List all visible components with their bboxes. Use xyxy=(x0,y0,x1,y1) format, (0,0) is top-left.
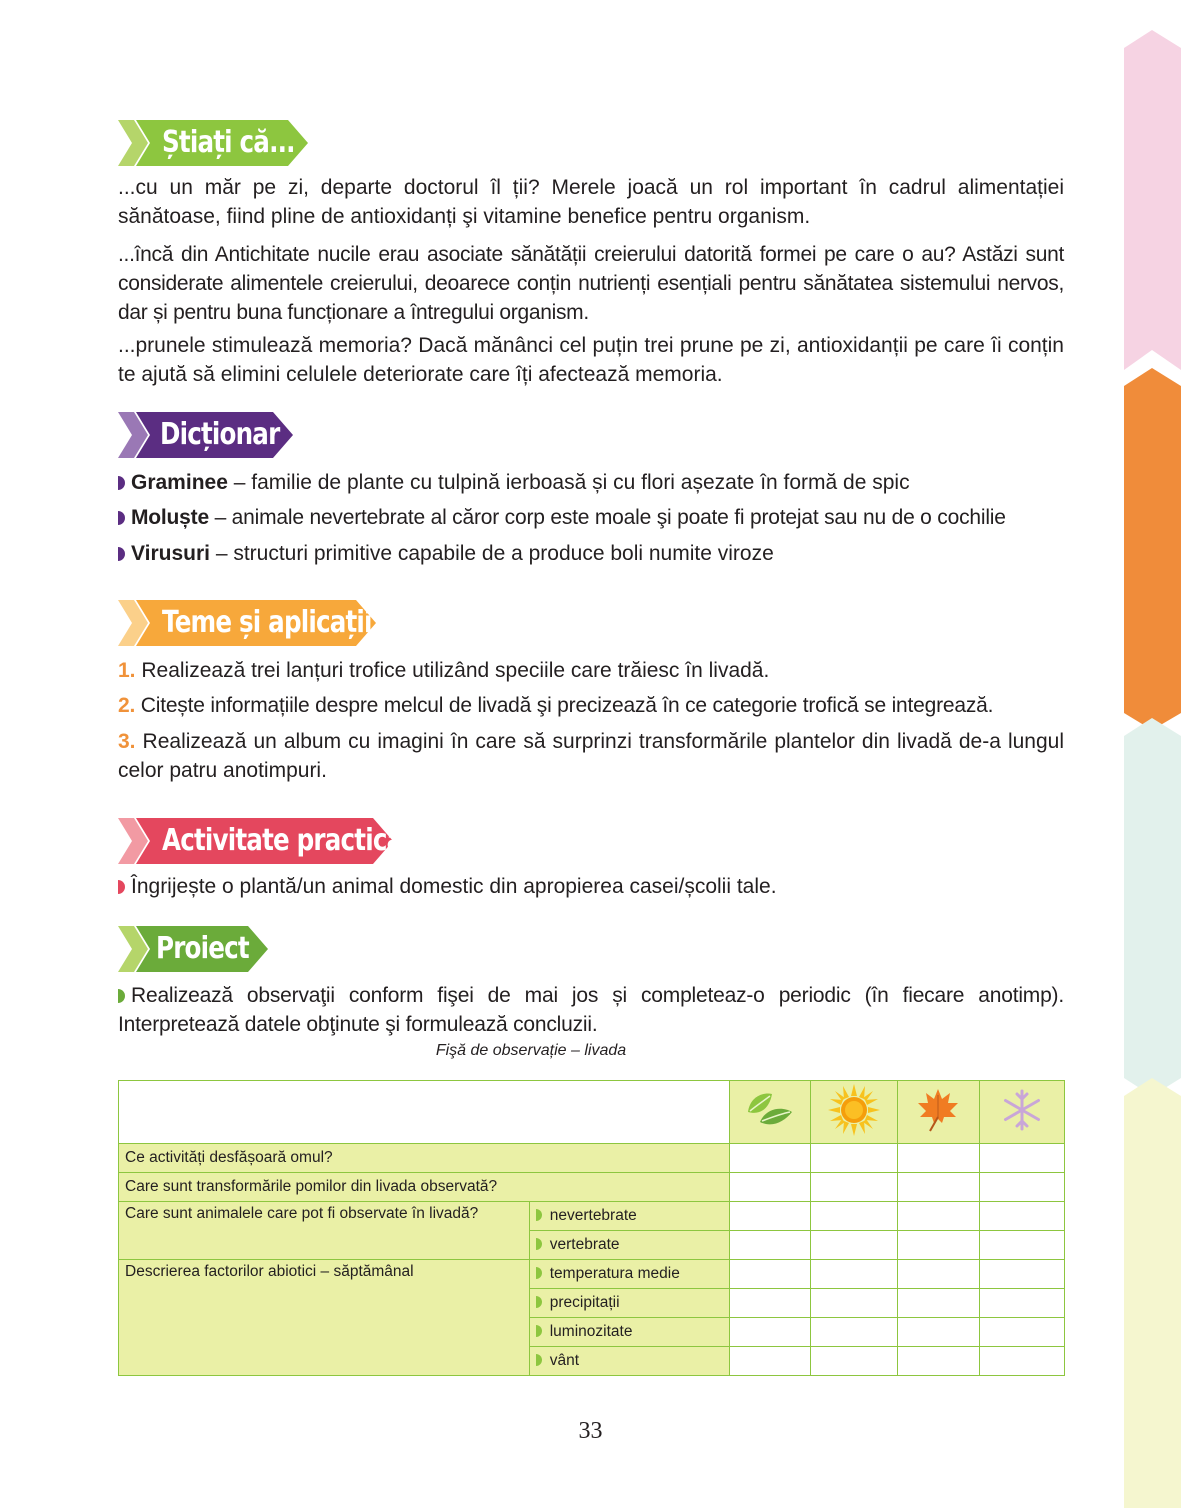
cell-autumn[interactable] xyxy=(898,1173,979,1202)
cell-winter[interactable] xyxy=(979,1173,1064,1202)
edge-tab-pink xyxy=(1124,30,1181,390)
cell-spring[interactable] xyxy=(729,1347,810,1376)
bullet-icon xyxy=(118,476,125,490)
cell-winter[interactable] xyxy=(979,1347,1064,1376)
bullet-icon xyxy=(118,511,125,525)
cell-autumn[interactable] xyxy=(898,1260,979,1289)
activity-item: Îngrijește o plantă/un animal domestic din apropierea casei/școlii tale. xyxy=(118,872,777,901)
cell-spring[interactable] xyxy=(729,1173,810,1202)
edge-tab-orange xyxy=(1124,368,1181,738)
cell-spring[interactable] xyxy=(729,1289,810,1318)
dict-item-moluste: Moluște – animale nevertebrate al căror corp este moale şi poate fi protejat sau nu de o cochilie xyxy=(118,503,1006,532)
cell-summer[interactable] xyxy=(810,1231,897,1260)
cell-spring[interactable] xyxy=(729,1260,810,1289)
cell-autumn[interactable] xyxy=(898,1347,979,1376)
task-1: 1. Realizează trei lanțuri trofice utilizând speciile care trăiesc în livadă. xyxy=(118,659,770,682)
page-number: 33 xyxy=(578,1418,603,1444)
season-winter xyxy=(979,1081,1064,1144)
section-title: Știați că... xyxy=(162,125,295,160)
section-title: Teme și aplicații xyxy=(162,605,372,640)
cell-autumn[interactable] xyxy=(898,1202,979,1231)
cell-winter[interactable] xyxy=(979,1260,1064,1289)
table-row xyxy=(119,1260,1065,1289)
section-header-teme xyxy=(118,600,376,646)
dict-item-graminee: Graminee – familie de plante cu tulpină ierboasă și cu flori așezate în formă de spic xyxy=(118,468,910,497)
cell-summer[interactable] xyxy=(810,1289,897,1318)
sub-label: vânt xyxy=(529,1347,729,1376)
bullet-icon xyxy=(536,1209,542,1221)
sub-label: luminozitate xyxy=(529,1318,729,1347)
cell-winter[interactable] xyxy=(979,1231,1064,1260)
section-header-proiect xyxy=(118,926,268,972)
section-header-dictionar xyxy=(118,412,293,458)
section-title: Activitate practică xyxy=(162,823,403,858)
cell-summer[interactable] xyxy=(810,1144,897,1173)
table-row xyxy=(119,1202,1065,1231)
sub-label: precipitații xyxy=(529,1289,729,1318)
cell-winter[interactable] xyxy=(979,1289,1064,1318)
edge-tab-mint xyxy=(1124,718,1181,1098)
snowflake-icon xyxy=(1000,1088,1044,1132)
project-text: Realizează observaţii conform fişei de mai jos și completeaz-o periodic (în fiecare anotimp). Interpretează datele obţinute şi formulează concluzii. xyxy=(118,984,1064,1036)
table-row xyxy=(119,1144,1065,1173)
cell-summer[interactable] xyxy=(810,1202,897,1231)
bullet-icon xyxy=(536,1325,542,1337)
cell-spring[interactable] xyxy=(729,1231,810,1260)
cell-autumn[interactable] xyxy=(898,1144,979,1173)
cell-summer[interactable] xyxy=(810,1347,897,1376)
bullet-icon xyxy=(536,1354,542,1366)
season-spring xyxy=(729,1081,810,1144)
cell-spring[interactable] xyxy=(729,1144,810,1173)
fact-prunes: ...prunele stimulează memoria? Dacă mănânci cel puțin trei prune pe zi, antioxidanții pe care îi conțin te ajută să elimini celulele deteriorate care îți afectează memoria. xyxy=(118,334,1064,386)
observation-table xyxy=(118,1080,1065,1376)
leaves-icon xyxy=(744,1088,796,1132)
bullet-icon xyxy=(118,989,125,1003)
section-header-stiati xyxy=(118,120,308,166)
table-row xyxy=(119,1173,1065,1202)
cell-summer[interactable] xyxy=(810,1260,897,1289)
header-blank xyxy=(119,1081,730,1144)
fact-nuts: ...încă din Antichitate nucile erau asociate sănătății creierului datorită formei pe care o au? Astăzi sunt considerate alimentele creierului, deoarece conțin nutrienți esențiali pentru sănătatea sistemului nervos, dar și pentru buna funcționare a întregului organism. xyxy=(118,243,1064,324)
fact-apple: ...cu un măr pe zi, departe doctorul îl ții? Merele joacă un rol important în cadrul alimentației sănătoase, fiind pline de antioxidanți şi vitamine benefice pentru organism. xyxy=(118,176,1064,228)
sun-icon xyxy=(828,1084,880,1136)
section-title: Dicționar xyxy=(160,417,280,452)
cell-spring[interactable] xyxy=(729,1318,810,1347)
dict-item-virusuri: Virusuri – structuri primitive capabile de a produce boli numite viroze xyxy=(118,539,774,568)
row-label: Care sunt animalele care pot fi observate în livadă? xyxy=(119,1202,530,1260)
section-header-activitate xyxy=(118,818,403,864)
sub-label: nevertebrate xyxy=(529,1202,729,1231)
row-label: Descrierea factorilor abiotici – săptămânal xyxy=(119,1260,530,1376)
table-caption: Fişă de observație – livada xyxy=(435,1042,627,1059)
sub-label: vertebrate xyxy=(529,1231,729,1260)
cell-autumn[interactable] xyxy=(898,1289,979,1318)
season-autumn xyxy=(898,1081,979,1144)
row-label: Ce activități desfășoară omul? xyxy=(119,1144,730,1173)
season-summer xyxy=(810,1081,897,1144)
autumn-leaf-icon xyxy=(916,1087,960,1133)
cell-spring[interactable] xyxy=(729,1202,810,1231)
task-2: 2. Citește informațiile despre melcul de livadă şi precizează în ce categorie trofică se integrează. xyxy=(118,694,994,717)
sub-label: temperatura medie xyxy=(529,1260,729,1289)
task-3: 3. Realizează un album cu imagini în care să surprinzi transformările plantelor din livadă de-a lungul celor patru anotimpuri. xyxy=(118,730,1064,782)
cell-winter[interactable] xyxy=(979,1318,1064,1347)
cell-winter[interactable] xyxy=(979,1202,1064,1231)
bullet-icon xyxy=(536,1267,542,1279)
cell-summer[interactable] xyxy=(810,1173,897,1202)
bullet-icon xyxy=(536,1296,542,1308)
bullet-icon xyxy=(536,1238,542,1250)
bullet-icon xyxy=(118,547,125,561)
bullet-icon xyxy=(118,880,125,894)
cell-summer[interactable] xyxy=(810,1318,897,1347)
row-label: Care sunt transformările pomilor din livada observată? xyxy=(119,1173,730,1202)
section-title: Proiect xyxy=(156,931,249,966)
cell-autumn[interactable] xyxy=(898,1231,979,1260)
cell-winter[interactable] xyxy=(979,1144,1064,1173)
cell-autumn[interactable] xyxy=(898,1318,979,1347)
